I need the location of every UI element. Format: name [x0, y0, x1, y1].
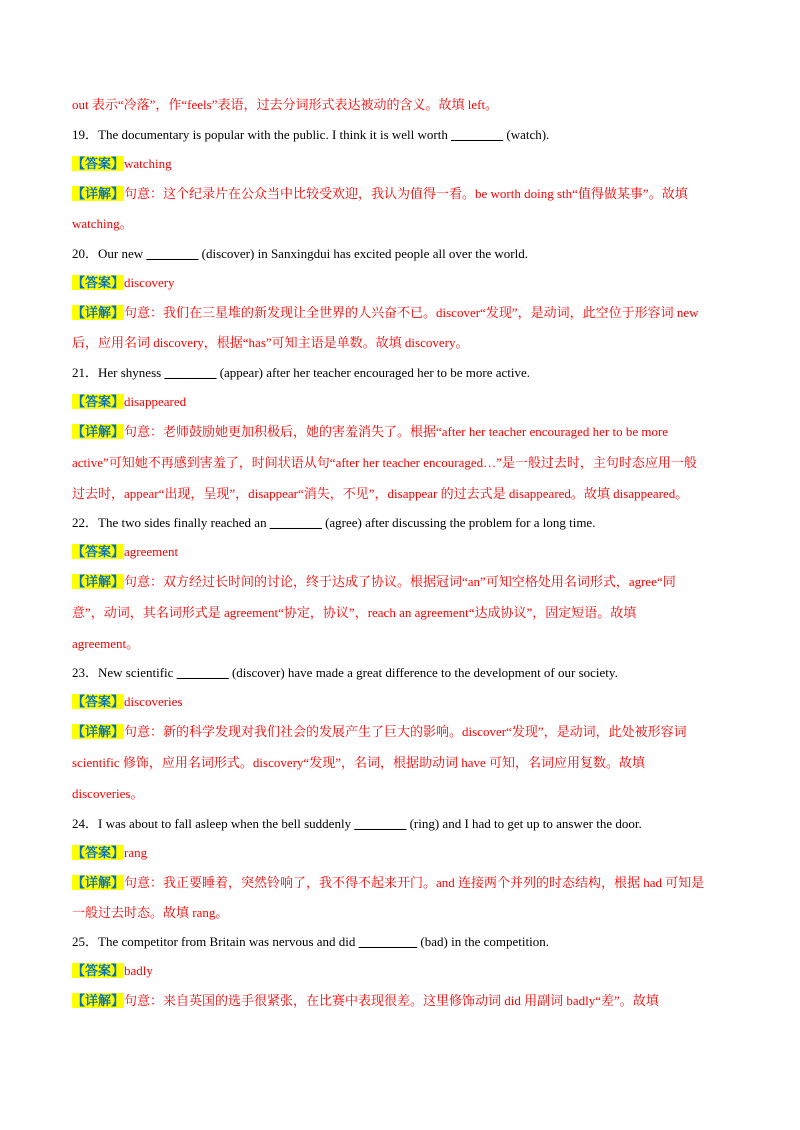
- detail-22-line3: agreement。: [72, 636, 140, 651]
- detail-text: 句意：这个纪录片在公众当中比较受欢迎，我认为值得一看。be worth doing sth“值得做某事”。故填: [124, 186, 688, 201]
- continued-explanation: out 表示“冷落”，作“feels”表语，过去分词形式表达被动的含义。故填 left。: [72, 97, 499, 112]
- question-text: 25．The competitor from Britain was nervous and did: [72, 934, 359, 949]
- answer-tag: 【答案】: [72, 963, 125, 978]
- detail-19-line2: watching。: [72, 216, 133, 231]
- question-23: [72, 663, 760, 683]
- answer-24: [72, 843, 760, 863]
- question-20: [72, 244, 760, 264]
- question-hint: (agree) after discussing the problem for a long time.: [321, 515, 596, 530]
- question-text: 19．The documentary is popular with the public. I think it is well worth: [72, 127, 452, 142]
- answer-text: agreement: [124, 544, 179, 559]
- answer-blank: ________: [269, 515, 322, 530]
- detail-tag: 【详解】: [72, 305, 125, 320]
- answer-tag: 【答案】: [72, 275, 125, 290]
- detail-text: 句意：我们在三星堆的新发现让全世界的人兴奋不已。discover“发现”，是动词，此空位于形容词 new: [124, 305, 699, 320]
- question-text: 23．New scientific: [72, 665, 177, 680]
- question-text: 20．Our new: [72, 246, 147, 261]
- detail-22-line2: 意”，动词，其名词形式是 agreement“协定，协议”，reach an agreement“达成协议”，固定短语。故填: [72, 605, 637, 620]
- detail-21-line2: active”可知她不再感到害羞了，时间状语从句“after her teacher encouraged…”是一般过去时，主句时态应用一般: [72, 455, 697, 470]
- answer-tag: 【答案】: [72, 845, 125, 860]
- detail-text: 句意：来自英国的选手很紧张，在比赛中表现很差。这里修饰动词 did 用副词 badly“差”。故填: [124, 993, 659, 1008]
- detail-20-line2: 后，应用名词 discovery，根据“has”可知主语是单数。故填 discovery。: [72, 335, 469, 350]
- answer-19: [72, 154, 760, 174]
- question-hint: (ring) and I had to get up to answer the door.: [406, 816, 642, 831]
- detail-21-line3: 过去时，appear“出现，呈现”，disappear“消失，不见”，disappear 的过去式是 disappeared。故填 disappeared。: [72, 486, 689, 501]
- answer-blank: ________: [354, 816, 407, 831]
- question-19: [72, 125, 760, 145]
- answer-tag: 【答案】: [72, 156, 125, 171]
- answer-blank: ________: [164, 365, 217, 380]
- question-hint: (discover) in Sanxingdui has excited people all over the world.: [198, 246, 528, 261]
- detail-25-line1: [72, 991, 760, 1011]
- question-hint: (watch).: [503, 127, 550, 142]
- answer-blank: ________: [176, 665, 229, 680]
- detail-22-line1: [72, 572, 760, 592]
- answer-blank: ________: [146, 246, 199, 261]
- detail-text: 句意：我正要睡着，突然铃响了，我不得不起来开门。and 连接两个并列的时态结构，根据 had 可知是: [124, 875, 705, 890]
- answer-23: [72, 692, 760, 712]
- answer-text: watching: [124, 156, 172, 171]
- question-22: [72, 513, 760, 533]
- question-24: [72, 814, 760, 834]
- detail-text: 句意：双方经过长时间的讨论，终于达成了协议。根据冠词“an”可知空格处用名词形式，agree“同: [124, 574, 676, 589]
- detail-24-line2: 一般过去时态。故填 rang。: [72, 905, 229, 920]
- question-hint: (bad) in the competition.: [417, 934, 549, 949]
- question-hint: (appear) after her teacher encouraged her to be more active.: [216, 365, 531, 380]
- answer-text: disappeared: [124, 394, 187, 409]
- detail-19-line1: [72, 184, 760, 204]
- answer-21: [72, 392, 760, 412]
- detail-21-line1: [72, 422, 760, 442]
- detail-tag: 【详解】: [72, 424, 125, 439]
- question-text: 22．The two sides finally reached an: [72, 515, 270, 530]
- detail-text: 句意：老师鼓励她更加积极后，她的害羞消失了。根据“after her teacher encouraged her to be more: [124, 424, 669, 439]
- answer-tag: 【答案】: [72, 394, 125, 409]
- question-21: [72, 363, 760, 383]
- detail-23-line1: [72, 722, 760, 742]
- answer-blank: ________: [451, 127, 504, 142]
- detail-23-line2: scientific 修饰，应用名词形式。discovery“发现”，名词，根据助动词 have 可知，名词应用复数。故填: [72, 755, 646, 770]
- detail-tag: 【详解】: [72, 574, 125, 589]
- answer-text: discoveries: [124, 694, 183, 709]
- answer-tag: 【答案】: [72, 694, 125, 709]
- answer-text: badly: [124, 963, 153, 978]
- answer-25: [72, 961, 760, 981]
- detail-tag: 【详解】: [72, 875, 125, 890]
- detail-tag: 【详解】: [72, 724, 125, 739]
- detail-text: 句意：新的科学发现对我们社会的发展产生了巨大的影响。discover“发现”，是动词，此处被形容词: [124, 724, 687, 739]
- answer-tag: 【答案】: [72, 544, 125, 559]
- question-text: 24．I was about to fall asleep when the bell suddenly: [72, 816, 355, 831]
- detail-24-line1: [72, 873, 760, 893]
- detail-tag: 【详解】: [72, 993, 125, 1008]
- answer-22: [72, 542, 760, 562]
- answer-text: rang: [124, 845, 148, 860]
- answer-20: [72, 273, 760, 293]
- answer-blank: _________: [358, 934, 418, 949]
- question-hint: (discover) have made a great difference to the development of our society.: [228, 665, 618, 680]
- detail-tag: 【详解】: [72, 186, 125, 201]
- detail-23-line3: discoveries。: [72, 786, 144, 801]
- answer-text: discovery: [124, 275, 175, 290]
- question-text: 21．Her shyness: [72, 365, 165, 380]
- detail-20-line1: [72, 303, 760, 323]
- question-25: [72, 932, 760, 952]
